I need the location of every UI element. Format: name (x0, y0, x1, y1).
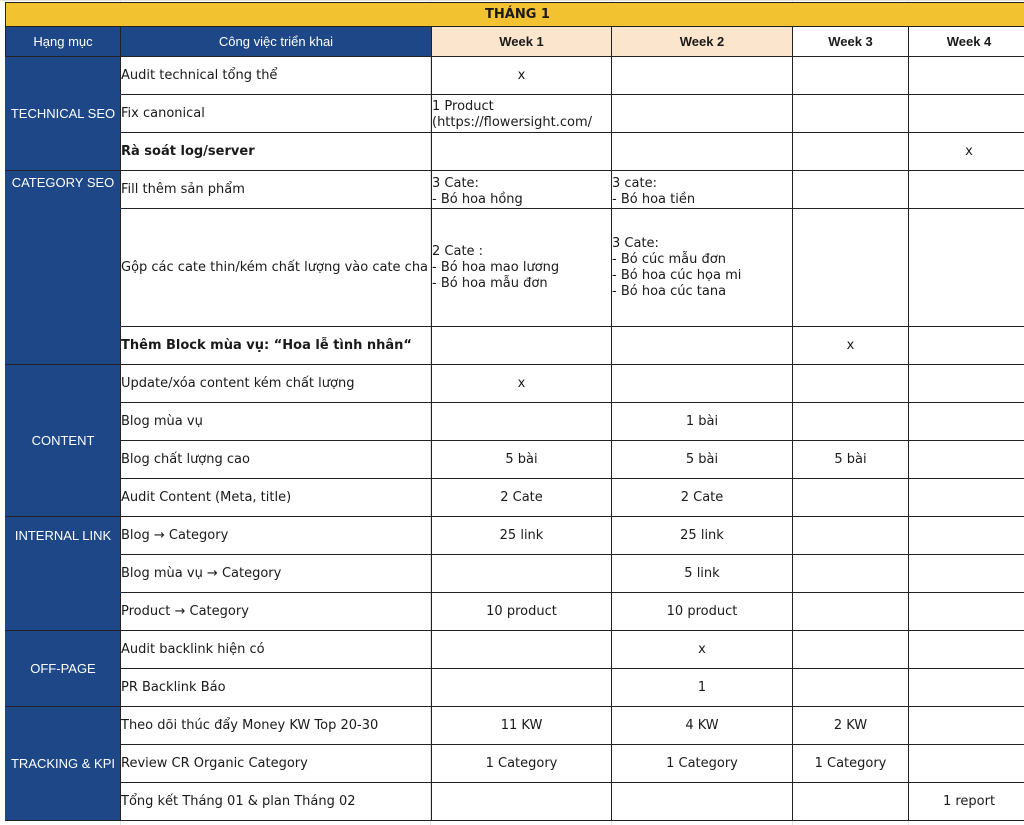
table-row (6, 403, 1024, 441)
header-category[interactable]: Hạng mục (6, 27, 121, 57)
table-row (6, 707, 1024, 745)
task-cell[interactable]: Rà soát log/server (121, 133, 432, 171)
table-row (6, 57, 1024, 95)
week1-cell[interactable] (432, 555, 612, 593)
week1-cell[interactable]: x (432, 365, 612, 403)
month-title[interactable]: THÁNG 1 (6, 3, 1024, 27)
table-row (6, 517, 1024, 555)
task-cell[interactable]: Audit backlink hiện có (121, 631, 432, 669)
week4-cell[interactable] (909, 327, 1024, 365)
task-cell[interactable]: Blog mùa vụ (121, 403, 432, 441)
week2-cell[interactable] (612, 171, 793, 209)
week2-text: 3 cate: - Bó hoa tiền (612, 176, 696, 207)
table-row (6, 209, 1024, 327)
week2-cell[interactable]: 1 (612, 669, 793, 707)
week3-cell[interactable]: 1 Category (793, 745, 909, 783)
week3-cell[interactable]: 2 KW (793, 707, 909, 745)
week3-cell[interactable] (793, 593, 909, 631)
week1-cell[interactable]: 1 Category (432, 745, 612, 783)
week3-cell[interactable] (793, 171, 909, 209)
week3-cell[interactable]: x (793, 327, 909, 365)
week1-cell[interactable]: 11 KW (432, 707, 612, 745)
week4-cell[interactable] (909, 365, 1024, 403)
header-week-1[interactable]: Week 1 (432, 27, 612, 57)
table-row (6, 783, 1024, 821)
week2-cell[interactable]: 5 bài (612, 441, 793, 479)
week2-cell[interactable]: 10 product (612, 593, 793, 631)
task-cell[interactable]: Blog mùa vụ → Category (121, 555, 432, 593)
week1-cell[interactable] (432, 783, 612, 821)
week4-cell[interactable] (909, 209, 1024, 327)
category-category-seo[interactable]: CATEGORY SEO (6, 171, 121, 209)
task-cell[interactable]: Audit technical tổng thể (121, 57, 432, 95)
week1-text: 3 Cate: - Bó hoa hồng (432, 176, 523, 207)
week3-cell[interactable] (793, 365, 909, 403)
week2-cell[interactable]: 1 Category (612, 745, 793, 783)
table-row (6, 555, 1024, 593)
week1-text: 1 Product (https://flowersight.com/ (432, 98, 593, 130)
week3-cell[interactable] (793, 783, 909, 821)
week3-cell[interactable]: 5 bài (793, 441, 909, 479)
category-tracking-kpi[interactable]: TRACKING & KPI (6, 707, 121, 821)
week4-cell[interactable] (909, 171, 1024, 209)
week4-cell[interactable] (909, 669, 1024, 707)
category-cell[interactable] (6, 133, 121, 171)
week4-cell[interactable] (909, 57, 1024, 95)
week3-cell[interactable] (793, 631, 909, 669)
week1-cell[interactable] (432, 133, 612, 171)
week4-cell[interactable] (909, 631, 1024, 669)
week3-cell[interactable] (793, 669, 909, 707)
table-row (6, 479, 1024, 517)
category-internal-link[interactable]: INTERNAL LINK (6, 517, 121, 555)
week3-cell[interactable] (793, 57, 909, 95)
task-cell[interactable]: Blog chất lượng cao (121, 441, 432, 479)
week4-cell[interactable] (909, 593, 1024, 631)
week3-cell[interactable] (793, 95, 909, 133)
category-cell[interactable] (6, 57, 121, 95)
task-cell[interactable]: PR Backlink Báo (121, 669, 432, 707)
table-row (6, 669, 1024, 707)
category-content[interactable]: CONTENT (6, 365, 121, 517)
week1-cell[interactable]: 10 product (432, 593, 612, 631)
task-cell[interactable]: Fix canonical (121, 95, 432, 133)
week4-cell[interactable] (909, 745, 1024, 783)
header-week-4[interactable]: Week 4 (909, 27, 1024, 57)
week2-cell[interactable] (612, 57, 793, 95)
task-cell[interactable]: Tổng kết Tháng 01 & plan Tháng 02 (121, 783, 432, 821)
week4-cell[interactable] (909, 403, 1024, 441)
task-cell[interactable]: Blog → Category (121, 517, 432, 555)
header-week-3[interactable]: Week 3 (793, 27, 909, 57)
table-row (6, 133, 1024, 171)
table-row (6, 327, 1024, 365)
task-cell[interactable]: Thêm Block mùa vụ: “Hoa lễ tình nhân“ (121, 327, 432, 365)
task-cell[interactable]: Product → Category (121, 593, 432, 631)
week2-cell[interactable] (612, 133, 793, 171)
task-cell[interactable]: Audit Content (Meta, title) (121, 479, 432, 517)
table-row (6, 745, 1024, 783)
week4-cell[interactable] (909, 707, 1024, 745)
week2-cell[interactable] (612, 327, 793, 365)
week1-cell[interactable] (432, 403, 612, 441)
week3-cell[interactable] (793, 479, 909, 517)
week1-cell[interactable] (432, 171, 612, 209)
week2-cell[interactable]: 2 Cate (612, 479, 793, 517)
task-cell[interactable]: Gộp các cate thin/kém chất lượng vào cate cha (121, 209, 432, 327)
week4-cell[interactable] (909, 95, 1024, 133)
task-cell[interactable]: Review CR Organic Category (121, 745, 432, 783)
plan-table (5, 2, 1024, 821)
week4-cell[interactable]: x (909, 133, 1024, 171)
table-row (6, 365, 1024, 403)
category-cell[interactable] (6, 593, 121, 631)
week4-cell[interactable] (909, 555, 1024, 593)
category-cell[interactable] (6, 327, 121, 365)
header-task[interactable]: Công việc triển khai (121, 27, 432, 57)
week2-cell[interactable]: 1 bài (612, 403, 793, 441)
week3-cell[interactable] (793, 133, 909, 171)
week4-cell[interactable] (909, 517, 1024, 555)
week3-cell[interactable] (793, 403, 909, 441)
week3-cell[interactable] (793, 517, 909, 555)
week1-cell[interactable]: 5 bài (432, 441, 612, 479)
category-cell[interactable] (6, 555, 121, 593)
week1-cell[interactable]: 25 link (432, 517, 612, 555)
week1-cell[interactable]: x (432, 57, 612, 95)
category-technical-seo[interactable]: TECHNICAL SEO (6, 95, 121, 133)
week4-cell[interactable] (909, 441, 1024, 479)
week4-cell[interactable] (909, 479, 1024, 517)
table-row (6, 95, 1024, 133)
week3-cell[interactable] (793, 555, 909, 593)
table-row (6, 441, 1024, 479)
task-cell[interactable]: Theo dõi thúc đẩy Money KW Top 20-30 (121, 707, 432, 745)
week1-cell[interactable]: 2 Cate : - Bó hoa mao lương - Bó hoa mẫu đơn (432, 209, 612, 327)
header-week-2[interactable]: Week 2 (612, 27, 793, 57)
week2-cell[interactable] (612, 783, 793, 821)
week1-cell[interactable]: 2 Cate (432, 479, 612, 517)
week1-cell[interactable] (432, 631, 612, 669)
task-cell[interactable]: Update/xóa content kém chất lượng (121, 365, 432, 403)
category-cell[interactable] (6, 209, 121, 327)
week1-cell[interactable] (432, 669, 612, 707)
week3-cell[interactable] (793, 209, 909, 327)
week2-cell[interactable] (612, 95, 793, 133)
week1-cell[interactable] (432, 327, 612, 365)
week2-cell[interactable]: x (612, 631, 793, 669)
week1-cell[interactable] (432, 95, 612, 133)
table-row (6, 171, 1024, 209)
week4-cell[interactable]: 1 report (909, 783, 1024, 821)
week2-cell[interactable]: 3 Cate: - Bó cúc mẫu đơn - Bó hoa cúc họa mi - Bó hoa cúc tana (612, 209, 793, 327)
table-row (6, 631, 1024, 669)
week2-cell[interactable]: 5 link (612, 555, 793, 593)
week2-cell[interactable]: 4 KW (612, 707, 793, 745)
table-row (6, 593, 1024, 631)
week2-cell[interactable]: 25 link (612, 517, 793, 555)
task-cell[interactable]: Fill thêm sản phẩm (121, 171, 432, 209)
category-off-page[interactable]: OFF-PAGE (6, 631, 121, 707)
week2-cell[interactable] (612, 365, 793, 403)
